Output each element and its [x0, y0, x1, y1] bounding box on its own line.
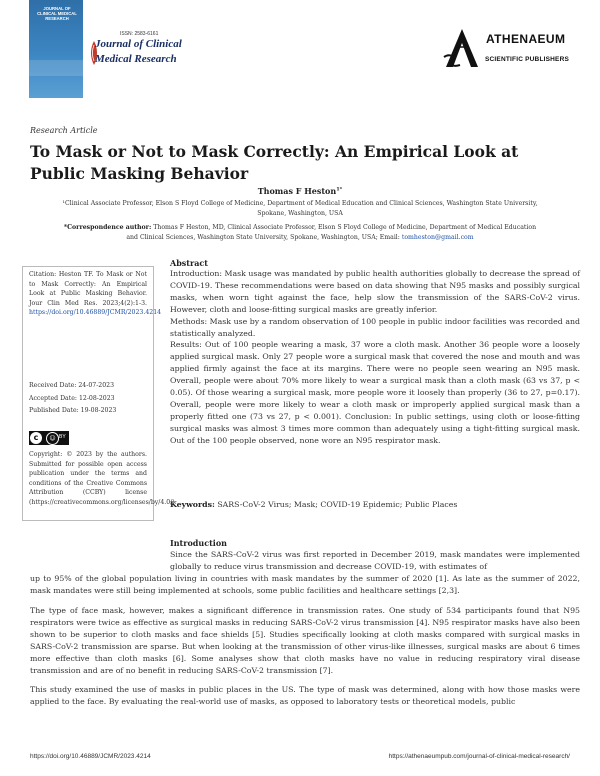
- author-line: [0, 186, 600, 196]
- abstract-body: [170, 268, 580, 447]
- copyright-block: [29, 450, 177, 508]
- journal-cover-text: JOURNAL OF CLINICAL MEDICAL RESEARCH: [37, 6, 77, 21]
- publisher-subtitle: SCIENTIFIC PUBLISHERS: [485, 56, 570, 63]
- cc-icon: c: [30, 432, 42, 444]
- keywords-text: SARS-CoV-2 Virus; Mask; COVID-19 Epidemic; Public Places: [217, 500, 458, 509]
- author-name: Thomas F Heston: [257, 186, 337, 196]
- article-info-box: [22, 266, 177, 521]
- journal-cover-image: [29, 0, 83, 98]
- correspondence-text: Thomas F Heston, MD, Clinical Associate Professor, Elson S Floyd College of Medicine, Department of Medical Education and Clinical Sciences, Washington State University, Spokane, Washington, USA; Email:: [126, 224, 537, 241]
- article-type: Research Article: [30, 126, 98, 135]
- dates-block: [29, 381, 147, 419]
- citation-doi-link[interactable]: https://doi.org/10.46889/JCMR/2023.4214: [29, 309, 162, 317]
- intro-paragraph-1b: up to 95% of the global population living in countries with mask mandates by the summer of 2020 [1]. As late as the summer of 2022, mask mandates were still being implemented at schools, some public facilities and healthcare settings [2,3].: [30, 574, 580, 595]
- introduction-heading: Introduction: [170, 538, 227, 548]
- citation-block: [29, 270, 162, 318]
- correspondence-label: *Correspondence author:: [63, 224, 152, 231]
- abstract-heading: Abstract: [170, 258, 208, 268]
- intro-paragraph-2: The type of face mask, however, makes a significant difference in transmission rates. One study of 534 participants found that N95 respirators were twice as effective as surgical masks in reducing SARS-CoV-2 virus transmission [4]. N95 respirator masks have also been shown to be superior to cloth masks and face shields [5]. Studies specifically looking at cloth masks compared with surgical masks in SARS-CoV-2 transmission are sparse. But when looking at the transmission of other virus-like illnesses, surgical masks are about 6 times more effective than cloth masks [6]. Some analyses show that cloth masks have no value in reducing respiratory viral disease transmission and are of no benefit in reducing SARS-CoV-2 transmission [7].: [30, 606, 580, 675]
- abstract-introduction: Introduction: Mask usage was mandated by public health authorities globally to decrease the spread of COVID-19. These recommendations were based on data showing that N95 masks and possibly surgical masks, when worn tight against the face, help slow the transmission of the SARS-CoV-2 virus. However, cloth and loose-fitting surgical masks are greatly inferior.: [170, 269, 580, 314]
- athenaeum-logo-icon: [440, 27, 480, 69]
- publisher-name: ATHENAEUM: [486, 32, 566, 46]
- intro-paragraph-3: This study examined the use of masks in public places in the US. The type of mask was determined, along with how those masks were applied to the face. By evaluating the real-world use of masks, as opposed to laboratory tests or theoretical models, public: [30, 685, 580, 706]
- person-icon: ☺: [46, 432, 59, 445]
- journal-name: [95, 37, 182, 67]
- article-title: To Mask or Not to Mask Correctly: An Empirical Look at Public Masking Behavior: [30, 142, 519, 183]
- received-date: Received Date: 24-07-2023: [29, 382, 115, 389]
- correspondence-email[interactable]: tomheston@gmail.com: [401, 234, 474, 241]
- journal-issn: ISSN: 2583-6161: [120, 31, 159, 37]
- journal-name-line1: Journal of Clinical: [95, 38, 182, 50]
- footer-journal-link[interactable]: https://athenaeumpub.com/journal-of-clinical-medical-research/: [388, 753, 570, 760]
- creative-commons-badge: [29, 431, 69, 445]
- abstract-results: Results: Out of 100 people wearing a mask, 37 wore a cloth mask. Another 36 people wore a loosely applied surgical mask. Only 27 people wore a surgical mask that covered the nose and mouth and was applied firmly against the face at its margins. There were no people seen wearing an N95 mask. Overall, people were about 70% more likely to wear a surgical mask than a cloth mask (63 vs 37, p < 0.05). Of those wearing a surgical mask, more people wore it loosely than properly (36 to 27, p=0.17). Overall, people were more likely to wear a cloth mask or improperly applied surgical mask than a properly fitted one (73 vs 27, p < 0.001). Conclusion: In public settings, using cloth or loose-fitting surgical masks was almost 3 times more common than adequately using a tight-fitting surgical mask. Out of the 100 people observed, none wore an N95 respirator mask.: [170, 340, 580, 445]
- keywords-label: Keywords:: [170, 500, 215, 509]
- cc-by-label: BY: [59, 434, 66, 440]
- journal-name-line2: Medical Research: [95, 53, 177, 65]
- copyright-text: Copyright: © 2023 by the authors. Submitted for possible open access publication under the terms and conditions of the Creative Commons Attribution (CCBY) license (https://creativecommons.org/licenses/by/4.0/).: [29, 451, 177, 506]
- published-date: Published Date: 19-08-2023: [29, 407, 117, 415]
- accepted-date: Accepted Date: 12-08-2023: [29, 394, 115, 402]
- abstract-methods: Methods: Mask use by a random observation of 100 people in public indoor facilities was recorded and statistically analyzed.: [170, 316, 580, 338]
- intro-paragraph-1a: Since the SARS-CoV-2 virus was first reported in December 2019, mask mandates were implemented globally to reduce virus transmission and decrease COVID-19, with estimates of: [170, 550, 580, 571]
- affiliation: ¹Clinical Associate Professor, Elson S Floyd College of Medicine, Department of Medical Education and Clinical Sciences, Washington State University, Spokane, Washington, USA: [62, 200, 538, 217]
- correspondence: [60, 223, 540, 243]
- citation-text: Citation: Heston TF. To Mask or Not to Mask Correctly: An Empirical Look at Public Masking Behavior. Jour Clin Med Res. 2023;4(2):1-3.: [29, 271, 147, 307]
- footer-doi-link[interactable]: https://doi.org/10.46889/JCMR/2023.4214: [30, 753, 151, 760]
- keywords: [170, 499, 580, 510]
- author-sup: 1*: [336, 186, 343, 193]
